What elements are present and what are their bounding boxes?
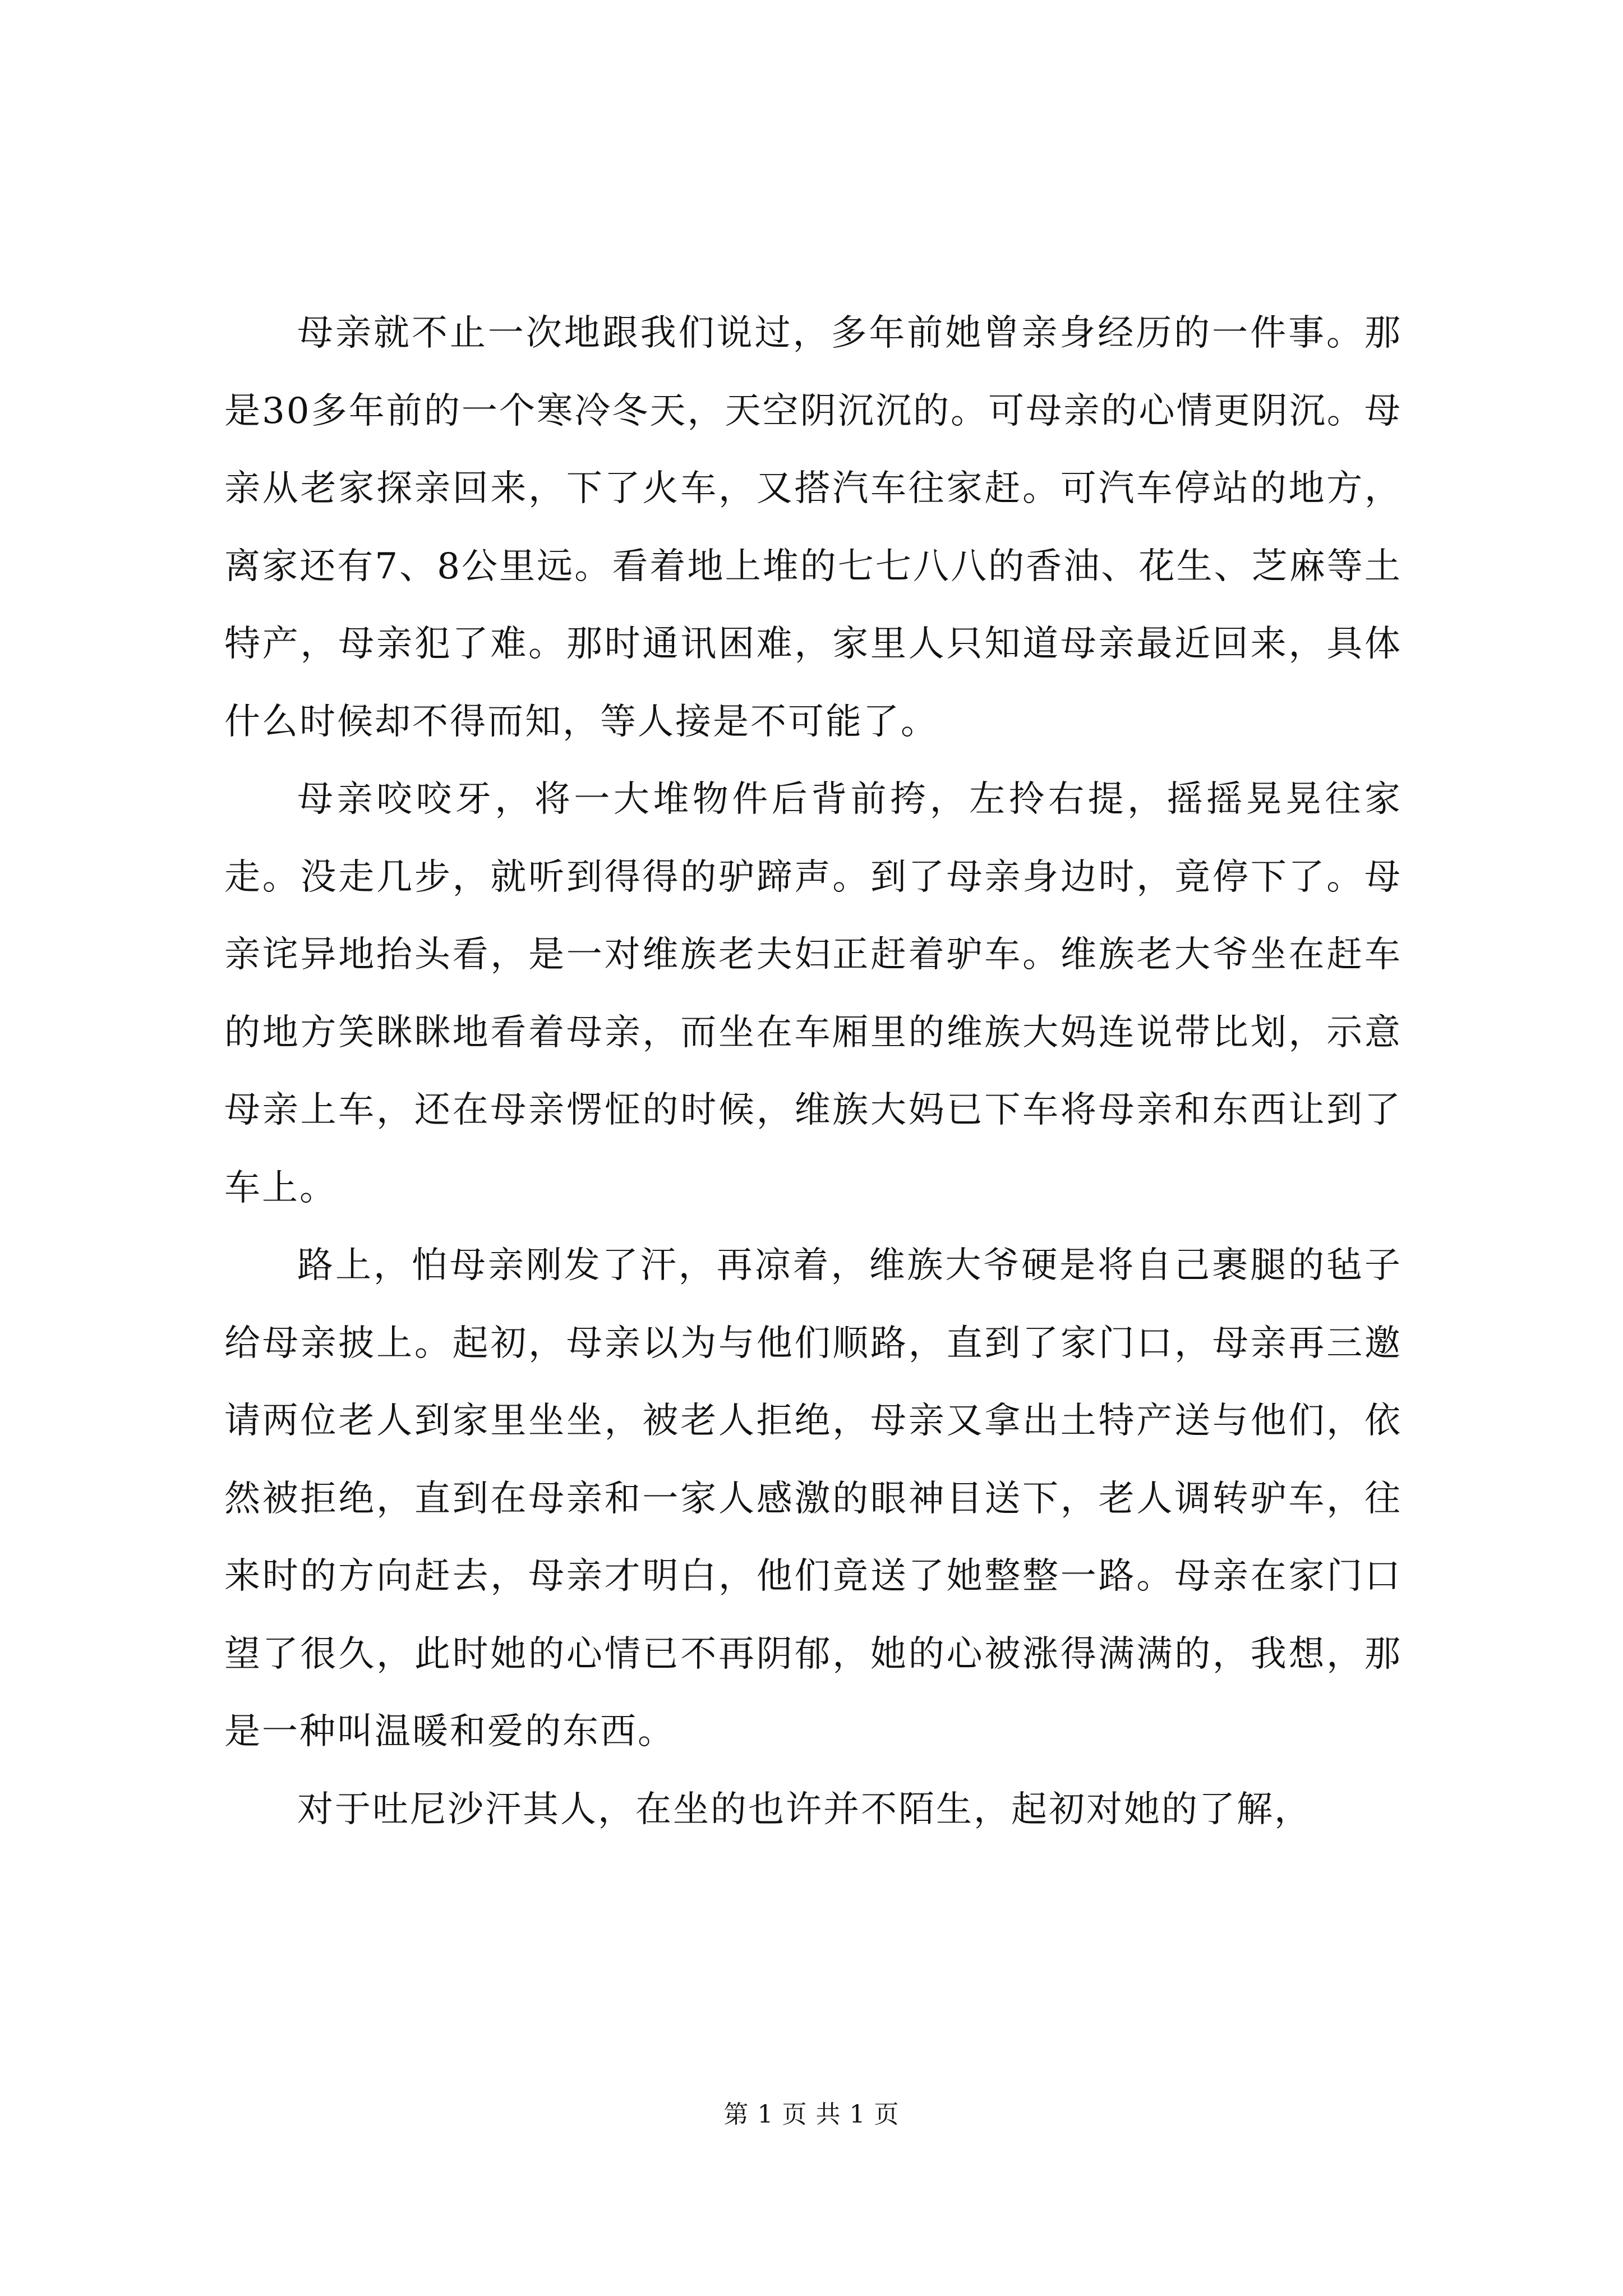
paragraph-2: 母亲咬咬牙，将一大堆物件后背前挎，左拎右提，摇摇晃晃往家走。没走几步，就听到得得的驴蹄声。到了母亲身边时，竟停下了。母亲诧异地抬头看，是一对维族老夫妇正赶着驴车。维族老大爷坐在赶车的地方笑眯眯地看着母亲，而坐在车厢里的维族大妈连说带比划，示意母亲上车，还在母亲愣怔的时候，维族大妈已下车将母亲和东西让到了车上。 [224, 779, 1402, 1209]
document-body [224, 295, 1402, 1848]
paragraph-1: 母亲就不止一次地跟我们说过，多年前她曾亲身经历的一件事。那是30多年前的一个寒冷冬天，天空阴沉沉的。可母亲的心情更阴沉。母亲从老家探亲回来，下了火车，又搭汽车往家赶。可汽车停站的地方，离家还有7、8公里远。看着地上堆的七七八八的香油、花生、芝麻等土特产，母亲犯了难。那时通讯困难，家里人只知道母亲最近回来，具体什么时候却不得而知，等人接是不可能了。 [224, 312, 1402, 743]
paragraph-4: 对于吐尼沙汗其人，在坐的也许并不陌生，起初对她的了解， [297, 1788, 1312, 1830]
paragraph-3: 路上，怕母亲刚发了汗，再凉着，维族大爷硬是将自己裹腿的毡子给母亲披上。起初，母亲以为与他们顺路，直到了家门口，母亲再三邀请两位老人到家里坐坐，被老人拒绝，母亲又拿出土特产送与他们，依然被拒绝，直到在母亲和一家人感激的眼神目送下，老人调转驴车，往来时的方向赶去，母亲才明白，他们竟送了她整整一路。母亲在家门口望了很久，此时她的心情已不再阴郁，她的心被涨得满满的，我想，那是一种叫温暖和爱的东西。 [224, 1245, 1402, 1752]
page-footer: 第 1 页 共 1 页 [723, 2100, 900, 2129]
